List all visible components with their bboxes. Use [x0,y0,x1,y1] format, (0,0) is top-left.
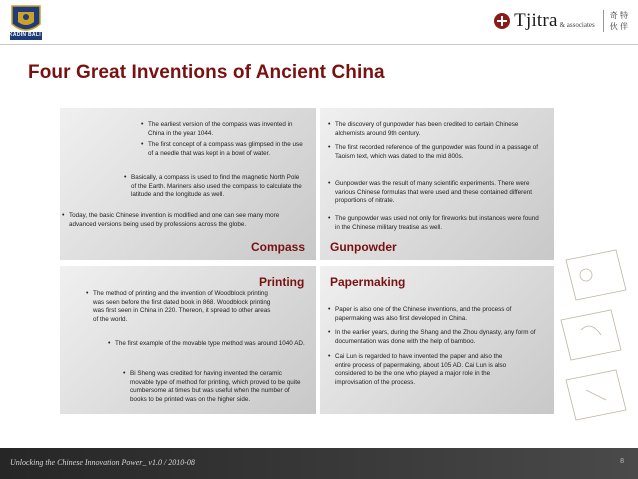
footer-text: Unlocking the Chinese Innovation Power_ v1.0 / 2010-08 [10,458,195,467]
brand-chinese-line-2: 伙 伴 [609,22,628,31]
papermaking-bullet-2: • In the earlier years, during the Shang and the Zhou dynasty, any form of documentation was done with the help of bamboo. [335,329,545,346]
printing-bullet-1: • The method of printing and the invention of Woodblock printing was seen before the first dated book in 868. Woodblock printing was first seen in China in 220. Thereon, it spread to other areas of the world. [93,290,273,324]
gunpowder-bullet-2: • The first recorded reference of the gunpowder was found in a passage of Taoism text, which was dated to the mid 800s. [335,144,545,161]
gunpowder-heading: Gunpowder [330,240,397,254]
printing-heading: Printing [259,275,305,289]
page-number: 8 [620,458,624,465]
gunpowder-bullet-3: • Gunpowder was the result of many scientific experiments. There were various Chinese formulas that were used and these contained different proportions of nitrate. [335,180,547,206]
brand-sub: & associates [559,21,595,29]
compass-heading: Compass [251,240,306,254]
compass-bullet-4: • Today, the basic Chinese invention is modified and one can see many more advanced versions being used by professions across the globe. [69,212,291,229]
tjitra-brand [494,6,628,36]
printing-bullet-2: • The first example of the movable type method was around 1040 AD. [115,340,305,349]
papermaking-illustration [556,230,636,430]
tjitra-logo-icon [494,13,510,29]
brand-name: Tjitra [514,10,558,31]
footer-bar [0,448,638,479]
papermaking-bullet-3: • Cai Lun is regarded to have invented the paper and also the entire process of papermaking, about 105 AD. Cai Lun is also considered to be the one who played a major role in the improvisation of the process. [335,353,515,387]
header-divider [0,44,638,45]
printing-bullet-3: • Bi Sheng was credited for having invented the ceramic movable type of method for printing, which proved to be quite cumbersome at times but was useful when the number of books to be printed was on the higher side. [130,370,306,404]
brand-chinese-line-1: 奇 特 [609,11,628,20]
compass-bullet-1: • The earliest version of the compass was invented in China in the year 1044. [148,121,306,138]
page-title: Four Great Inventions of Ancient China [28,62,385,83]
gunpowder-bullet-4: • The gunpowder was used not only for fireworks but instances were found in the Chinese military treatise as well. [335,215,545,232]
papermaking-heading: Papermaking [330,275,406,289]
compass-bullet-3: • Basically, a compass is used to find the magnetic North Pole of the Earth. Mariners also used the compass to calculate the latitude and the longitude as well. [131,174,306,200]
compass-bullet-2: • The first concept of a compass was glimpsed in the use of a needle that was kept in a bowl of water. [148,141,306,158]
brand-chinese [603,10,628,32]
kadin-bali-label: KADIN BALI [9,32,41,38]
papermaking-bullet-1: • Paper is also one of the Chinese inventions, and the process of papermaking was also first developed in China. [335,306,545,323]
gunpowder-bullet-1: • The discovery of gunpowder has been credited to certain Chinese alchemists around 9th century. [335,121,545,138]
